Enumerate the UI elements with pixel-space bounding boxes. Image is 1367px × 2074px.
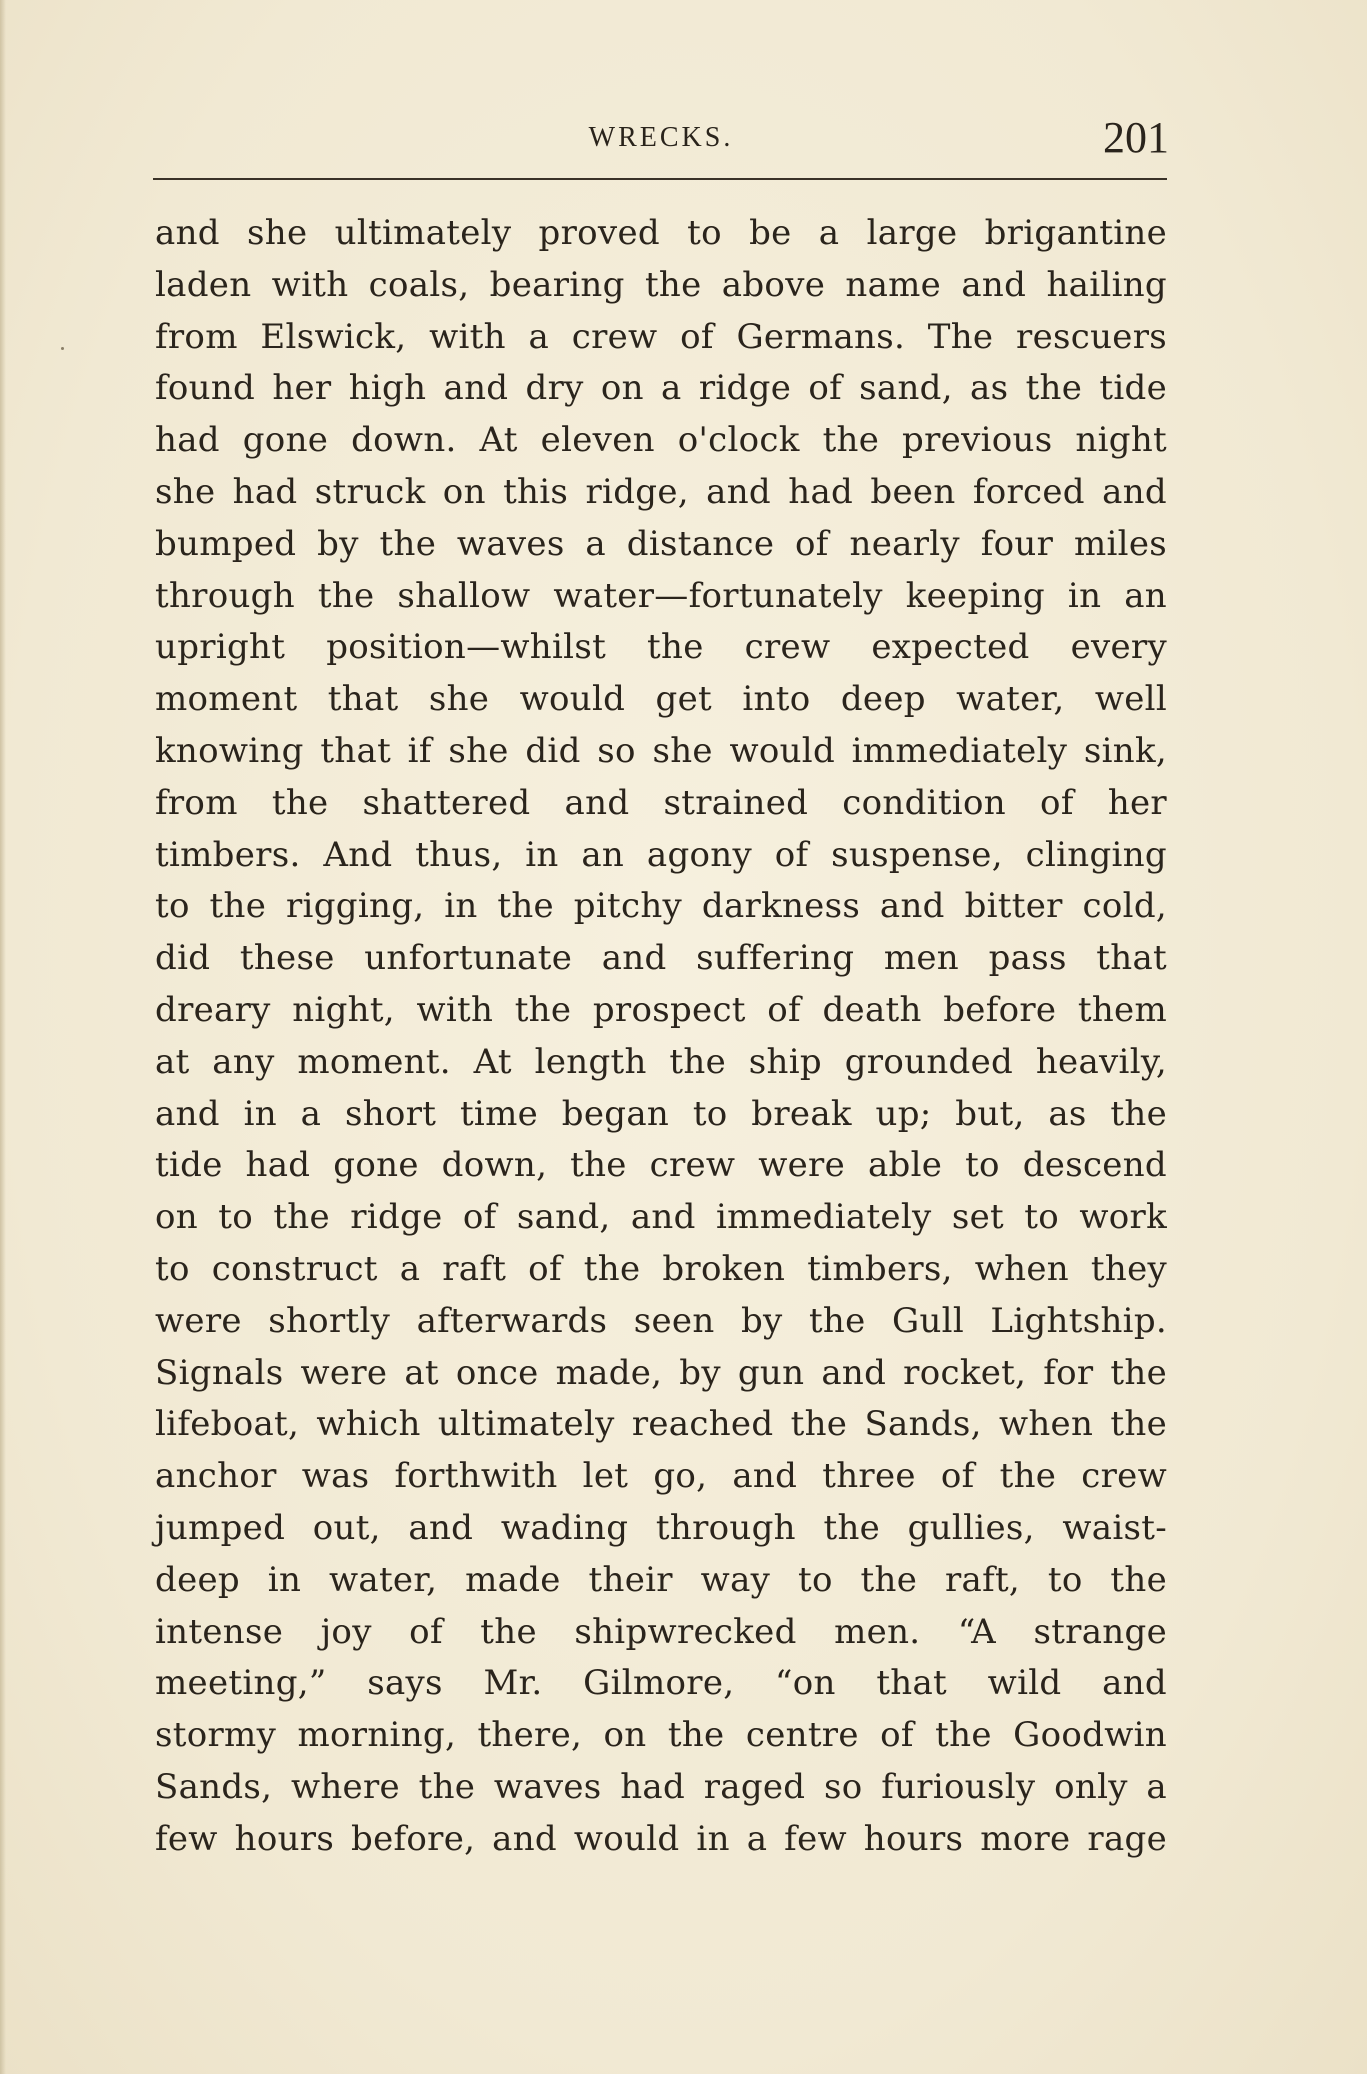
text-line: at any moment. At length the ship grounded heavily, (155, 1041, 1167, 1082)
text-line: deep in water, made their way to the raft, to the (155, 1559, 1167, 1600)
text-line: upright position—whilst the crew expected every (155, 627, 1167, 668)
page-gutter-edge (0, 0, 6, 2074)
text-line: to construct a raft of the broken timbers, when they (155, 1248, 1167, 1289)
text-line: to the rigging, in the pitchy darkness and bitter cold, (155, 886, 1167, 927)
text-line: from Elswick, with a crew of Germans. The rescuers (155, 316, 1167, 357)
text-line: laden with coals, bearing the above name and hailing (155, 264, 1167, 305)
text-line: Sands, where the waves had raged so furiously only a (155, 1766, 1167, 1807)
text-line: lifeboat, which ultimately reached the Sands, when the (155, 1404, 1167, 1445)
text-line: tide had gone down, the crew were able to descend (155, 1145, 1167, 1186)
header-rule (153, 178, 1167, 180)
text-line: and in a short time began to break up; but, as the (155, 1093, 1167, 1134)
text-line: anchor was forthwith let go, and three of the crew (155, 1456, 1167, 1497)
text-line: had gone down. At eleven o'clock the previous night (155, 420, 1167, 461)
text-line: few hours before, and would in a few hours more rage (155, 1818, 1167, 1859)
text-line: did these unfortunate and suffering men pass that (155, 938, 1167, 979)
text-line: Signals were at once made, by gun and rocket, for the (155, 1352, 1167, 1393)
text-line: jumped out, and wading through the gullies, waist- (155, 1507, 1167, 1548)
text-line: intense joy of the shipwrecked men. “A strange (155, 1611, 1167, 1652)
text-line: stormy morning, there, on the centre of the Goodwin (155, 1715, 1167, 1756)
running-title: WRECKS. (588, 122, 734, 153)
paper-speck (61, 347, 64, 350)
body-text (155, 208, 1167, 1866)
text-line: timbers. And thus, in an agony of suspense, clinging (155, 834, 1167, 875)
text-line: from the shattered and strained condition of her (155, 782, 1167, 823)
text-line: meeting,” says Mr. Gilmore, “on that wild and (155, 1663, 1167, 1704)
running-head (153, 112, 1169, 162)
text-line: knowing that if she did so she would immediately sink, (155, 730, 1167, 771)
text-line: she had struck on this ridge, and had been forced and (155, 471, 1167, 512)
text-line: on to the ridge of sand, and immediately set to work (155, 1197, 1167, 1238)
text-line: found her high and dry on a ridge of sand, as the tide (155, 368, 1167, 409)
text-line: bumped by the waves a distance of nearly four miles (155, 523, 1167, 564)
text-line: and she ultimately proved to be a large brigantine (155, 213, 1167, 253)
text-line: moment that she would get into deep water, well (155, 679, 1167, 720)
text-line: through the shallow water—fortunately keeping in an (155, 575, 1167, 616)
text-line: dreary night, with the prospect of death before them (155, 989, 1167, 1030)
text-line: were shortly afterwards seen by the Gull Lightship. (155, 1300, 1167, 1341)
page-number: 201 (1103, 113, 1169, 162)
